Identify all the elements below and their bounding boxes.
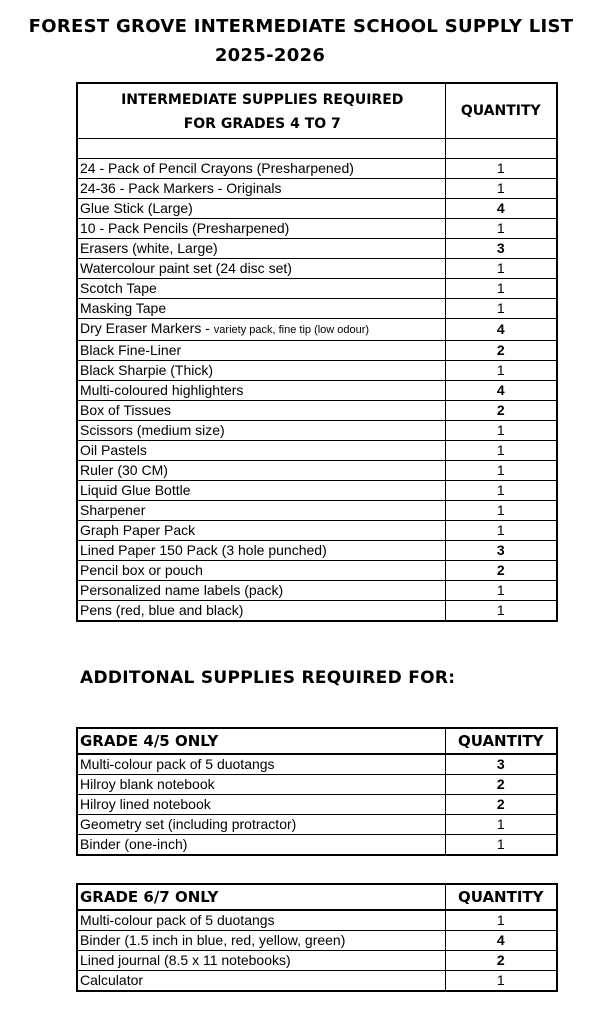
item-label: Multi-coloured highlighters [80, 382, 244, 398]
quantity-cell: 1 [445, 159, 557, 179]
item-label: Multi-colour pack of 5 duotangs [80, 912, 275, 928]
table-row [77, 199, 557, 219]
item-cell [77, 401, 445, 421]
table-row [77, 561, 557, 581]
item-cell [77, 361, 445, 381]
item-cell [77, 421, 445, 441]
item-label: 24-36 - Pack Markers - Originals [80, 180, 282, 196]
quantity-cell: 4 [445, 199, 557, 219]
table-row [77, 910, 557, 931]
item-label: Pencil box or pouch [80, 562, 203, 578]
item-label: Watercolour paint set (24 disc set) [80, 260, 292, 276]
item-label: Box of Tissues [80, 402, 172, 418]
quantity-cell: 2 [445, 401, 557, 421]
quantity-cell: 1 [445, 521, 557, 541]
item-label: 24 - Pack of Pencil Crayons (Presharpened) [80, 160, 354, 176]
item-cell [77, 775, 445, 795]
table-row [77, 541, 557, 561]
quantity-cell: 1 [445, 179, 557, 199]
quantity-cell: 1 [445, 835, 557, 856]
quantity-cell: 2 [445, 795, 557, 815]
item-cell [77, 795, 445, 815]
quantity-cell: 1 [445, 815, 557, 835]
quantity-header: QUANTITY [445, 83, 557, 139]
item-label: Dry Eraser Markers - [80, 320, 214, 336]
table-row [77, 971, 557, 992]
item-label: Erasers (white, Large) [80, 240, 218, 256]
table-row [77, 461, 557, 481]
item-cell [77, 381, 445, 401]
table-row [77, 835, 557, 856]
item-label: 10 - Pack Pencils (Presharpened) [80, 220, 290, 236]
grade45-header: GRADE 4/5 ONLY [77, 728, 445, 754]
table-row [77, 179, 557, 199]
grade45-quantity-header: QUANTITY [445, 728, 557, 754]
item-label: Graph Paper Pack [80, 522, 196, 538]
table-row [77, 401, 557, 421]
quantity-cell: 1 [445, 279, 557, 299]
grade67-header: GRADE 6/7 ONLY [77, 884, 445, 910]
quantity-cell: 3 [445, 239, 557, 259]
quantity-cell: 1 [445, 481, 557, 501]
table-row [77, 481, 557, 501]
table-row [77, 601, 557, 622]
item-note: variety pack, fine tip (low odour) [213, 324, 370, 336]
document-title: FOREST GROVE INTERMEDIATE SCHOOL SUPPLY LIST [28, 16, 574, 37]
table-row [77, 421, 557, 441]
item-cell [77, 521, 445, 541]
quantity-cell: 1 [445, 910, 557, 931]
quantity-cell: 3 [445, 754, 557, 775]
quantity-cell: 1 [445, 421, 557, 441]
item-cell [77, 219, 445, 239]
table-row [77, 259, 557, 279]
grade45-table [76, 727, 558, 856]
quantity-cell: 1 [445, 501, 557, 521]
quantity-cell: 2 [445, 341, 557, 361]
table-row [77, 219, 557, 239]
main-header-line1: INTERMEDIATE SUPPLIES REQUIRED [121, 92, 404, 108]
item-label: Personalized name labels (pack) [80, 582, 284, 598]
quantity-cell: 1 [445, 581, 557, 601]
quantity-cell: 1 [445, 461, 557, 481]
table-row [77, 795, 557, 815]
item-cell [77, 341, 445, 361]
quantity-cell: 1 [445, 971, 557, 992]
quantity-cell: 3 [445, 541, 557, 561]
main-header-line2: FOR GRADES 4 TO 7 [183, 116, 341, 132]
quantity-cell: 1 [445, 441, 557, 461]
item-label: Scissors (medium size) [80, 422, 225, 438]
school-year: 2025-2026 [214, 45, 326, 66]
item-cell [77, 239, 445, 259]
item-cell [77, 179, 445, 199]
table-row [77, 341, 557, 361]
quantity-cell: 1 [445, 361, 557, 381]
table-row [77, 951, 557, 971]
item-label: Oil Pastels [80, 442, 147, 458]
item-label: Black Sharpie (Thick) [80, 362, 214, 378]
item-cell [77, 561, 445, 581]
main-table-header [77, 83, 445, 139]
quantity-cell: 1 [445, 219, 557, 239]
item-cell [77, 541, 445, 561]
main-supply-table [76, 82, 558, 622]
table-row [77, 581, 557, 601]
table-row [77, 361, 557, 381]
item-cell [77, 601, 445, 622]
item-label: Scotch Tape [80, 280, 157, 296]
item-label: Sharpener [80, 502, 146, 518]
item-label: Calculator [80, 972, 144, 988]
item-cell [77, 299, 445, 319]
item-cell [77, 971, 445, 992]
item-label: Lined journal (8.5 x 11 notebooks) [80, 952, 291, 968]
item-cell [77, 951, 445, 971]
item-cell [77, 835, 445, 856]
quantity-cell: 1 [445, 601, 557, 622]
table-row [77, 521, 557, 541]
item-cell [77, 461, 445, 481]
table-row [77, 319, 557, 341]
item-label: Multi-colour pack of 5 duotangs [80, 756, 275, 772]
item-label: Pens (red, blue and black) [80, 602, 244, 618]
table-row [77, 754, 557, 775]
table-row [77, 441, 557, 461]
grade67-quantity-header: QUANTITY [445, 884, 557, 910]
table-row [77, 501, 557, 521]
item-cell [77, 581, 445, 601]
table-row [77, 815, 557, 835]
item-cell [77, 279, 445, 299]
item-label: Liquid Glue Bottle [80, 482, 191, 498]
quantity-cell: 2 [445, 775, 557, 795]
item-cell [77, 931, 445, 951]
item-label: Binder (1.5 inch in blue, red, yellow, green) [80, 932, 346, 948]
quantity-cell: 2 [445, 561, 557, 581]
item-cell [77, 910, 445, 931]
item-cell [77, 754, 445, 775]
spacer-row [77, 139, 557, 159]
item-cell [77, 481, 445, 501]
item-label: Masking Tape [80, 300, 167, 316]
item-label: Hilroy lined notebook [80, 796, 211, 812]
item-label: Ruler (30 CM) [80, 462, 168, 478]
item-label: Black Fine-Liner [80, 342, 182, 358]
item-cell [77, 159, 445, 179]
quantity-cell: 1 [445, 259, 557, 279]
item-cell [77, 319, 445, 341]
item-label: Hilroy blank notebook [80, 776, 215, 792]
item-label: Binder (one-inch) [80, 836, 188, 852]
quantity-cell: 4 [445, 381, 557, 401]
quantity-cell: 1 [445, 299, 557, 319]
quantity-cell: 4 [445, 319, 557, 341]
additional-heading: ADDITONAL SUPPLIES REQUIRED FOR: [80, 668, 456, 688]
item-label: Glue Stick (Large) [80, 200, 193, 216]
grade67-table [76, 883, 558, 992]
table-row [77, 381, 557, 401]
item-cell [77, 259, 445, 279]
item-cell [77, 441, 445, 461]
table-row [77, 159, 557, 179]
quantity-cell: 2 [445, 951, 557, 971]
table-row [77, 775, 557, 795]
item-cell [77, 199, 445, 219]
table-row [77, 279, 557, 299]
table-row [77, 239, 557, 259]
item-label: Lined Paper 150 Pack (3 hole punched) [80, 542, 327, 558]
quantity-cell: 4 [445, 931, 557, 951]
item-cell [77, 501, 445, 521]
item-label: Geometry set (including protractor) [80, 816, 297, 832]
table-row [77, 299, 557, 319]
table-row [77, 931, 557, 951]
item-cell [77, 815, 445, 835]
